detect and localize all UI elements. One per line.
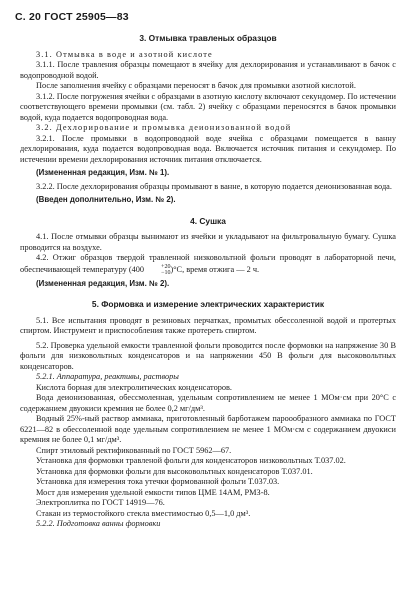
page-header: С. 20 ГОСТ 25905—83 — [15, 11, 129, 23]
edit-note-1: (Измененная редакция, Изм. № 1). — [36, 168, 170, 177]
section-4-title: 4. Сушка — [190, 215, 226, 226]
tolerance-lower: −10 — [161, 269, 171, 276]
edit-note-3: (Измененная редакция, Изм. № 2). — [36, 278, 170, 288]
paragraph-3-2-1: 3.2.1. После промывки в водопроводной воде ячейка с образцами помещается в ванну дехлорирования, куда подается водопроводная вода. Включается источник питания и секундомер. По истечении времени дехлорирования источник питания отключается. — [20, 133, 396, 164]
paragraph-4-2-text-b: )°С, время отжига — 2 ч. — [170, 264, 260, 274]
paragraph-3-1-1: 3.1.1. После травления образцы помещают в ячейку для дехлорирования и устанавливают в бачок с водопроводной водой. — [20, 60, 396, 80]
section-3-title: 3. Отмывка травленых образцов — [139, 33, 277, 43]
list-item: Установка для измерения тока утечки формованной фольги Т.037.03. — [36, 477, 280, 486]
list-item: Мост для измерения удельной емкости типов ЦМЕ 14АМ, РМЗ-8. — [36, 487, 270, 497]
section-5-title: 5. Формовка и измерение электрических характеристик — [91, 299, 325, 309]
list-item: Установка для формовки фольги для высоковольтных конденсаторов Т.037.01. — [36, 466, 313, 476]
paragraph-5-2-1: 5.2.1. Аппаратура, реактивы, растворы — [36, 372, 179, 381]
list-item: Установка для формовки травленой фольги для конденсаторов низковольтных Т.037.02. — [36, 456, 346, 465]
tolerance-upper: +20 — [161, 263, 171, 270]
paragraph-3-2-2: 3.2.2. После дехлорирования образцы промывают в ванне, в которую подается деионизованная вода. — [36, 181, 392, 191]
paragraph-5-2: 5.2. Проверка удельной емкости травленной фольги проводится после формовки на напряжение 30 В фольги для низковольтных конденсаторов и на напряжении 450 В фольги для высоковольтных конденсаторов. — [20, 340, 396, 371]
paragraph-5-1: 5.1. Все испытания проводят в резиновых перчатках, промытых обессоленной водой и протертых спиртом. Инструмент и приспособления также протереть спиртом. — [20, 315, 396, 335]
temperature-tolerance — [145, 264, 170, 276]
list-item: Электроплитка по ГОСТ 14919—76. — [36, 498, 165, 507]
paragraph-4-1: 4.1. После отмывки образцы вынимают из ячейки и укладывают на фильтровальную бумагу. Сушка проводится на воздухе. — [20, 232, 396, 252]
list-item: Вода деионизованная, обессмоленная, удельным сопротивлением не менее 1 МОм·см при 20°С с содержанием двуокиси кремния не более 0,2 мг/дм³. — [20, 393, 396, 413]
subsection-3-1-title: 3.1. Отмывка в воде и азотной кислоте — [36, 49, 213, 59]
paragraph-4-2 — [20, 253, 396, 276]
paragraph-3-1-2: 3.1.2. После погружения ячейки с образцами в азотную кислоту включают секундомер. По истечении соответствующего времени промывки (см. табл. 2) ячейку с образцами переносятся в бачок промывки водой, куда подается водопроводная вода. — [20, 91, 396, 122]
paragraph-4-2-text-a: 4.2. Отжиг образцов твердой травленной низковольтной фольги проводят в лабораторной печи, обеспечивающей температуру (400 — [20, 253, 396, 274]
paragraph-3-1-1-b: После заполнения ячейку с образцами переносят в бачок для промывки азотной кислотой. — [36, 81, 356, 90]
edit-note-2: (Введен дополнительно, Изм. № 2). — [36, 195, 176, 204]
document-body — [20, 27, 396, 530]
list-item: Спирт этиловый ректификованный по ГОСТ 5962—67. — [36, 445, 232, 455]
list-item: Водный 25%-ный раствор аммиака, приготовленный барботажем пароообразного аммиака по ГОСТ 6221—82 в обессоленной воде удельным сопротивлением не менее 1 МОм·см с содержанием двуокиси кремния не более 0,1 мг/дм³. — [20, 414, 396, 444]
paragraph-5-2-2: 5.2.2. Подготовка ванны формовки — [36, 519, 161, 528]
list-item: Кислота борная для электролитических конденсаторов. — [36, 382, 233, 392]
subsection-3-2-title: 3.2. Дехлорирование и промывка деионизованной водой — [36, 123, 292, 132]
list-item: Стакан из термостойкого стекла вместимостью 0,5—1,0 дм³. — [36, 508, 251, 518]
